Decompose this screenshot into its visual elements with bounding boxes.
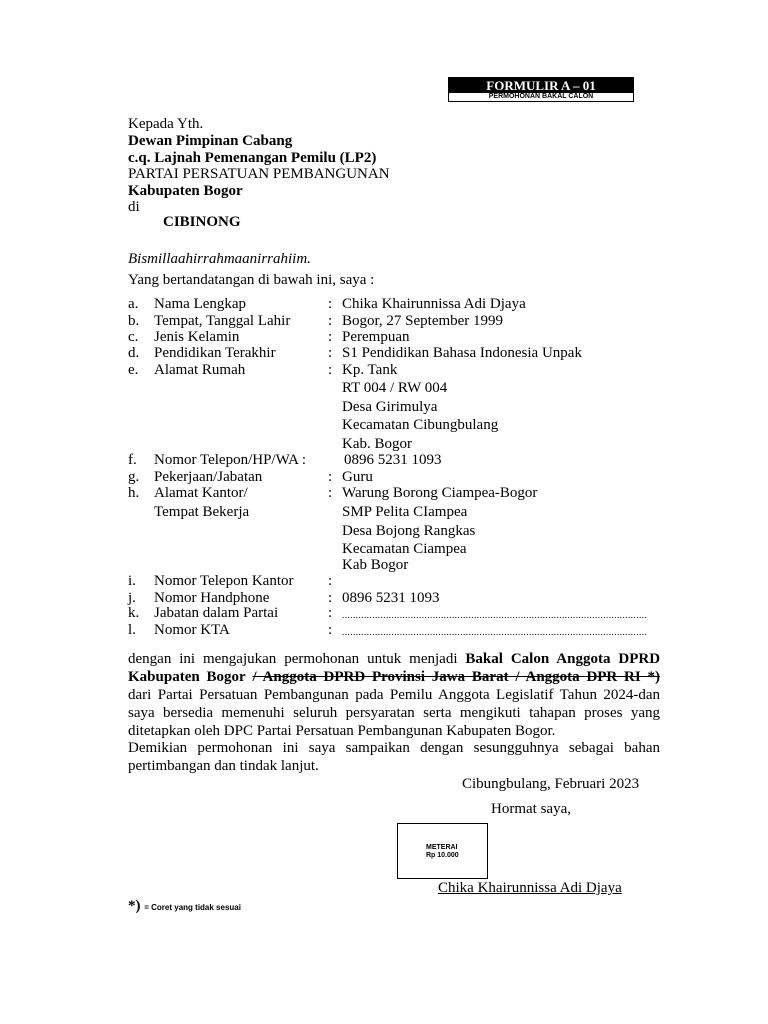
request-paragraph xyxy=(128,650,660,740)
field-letter: j. xyxy=(128,590,136,606)
office-address-line: Kab Bogor xyxy=(342,557,409,573)
field-value-birth: Bogor, 27 September 1999 xyxy=(342,313,504,329)
office-address-line: Kecamatan Ciampea xyxy=(342,541,467,557)
field-colon: : xyxy=(328,362,333,378)
field-value-phone: 0896 5231 1093 xyxy=(344,452,442,468)
address-line-3: PARTAI PERSATUAN PEMBANGUNAN xyxy=(128,166,390,182)
field-letter: c. xyxy=(128,329,139,345)
field-value-handphone: 0896 5231 1093 xyxy=(342,590,440,606)
request-line-1 xyxy=(128,650,660,668)
field-letter: g. xyxy=(128,469,140,485)
closing-paragraph xyxy=(128,739,660,775)
address-city: CIBINONG xyxy=(163,214,241,230)
address-at: di xyxy=(128,199,140,215)
request-pre: dengan ini mengajukan permohonan untuk menjadi xyxy=(128,651,458,667)
field-value-kta-number: ............................................................................................................... xyxy=(342,627,648,637)
field-letter: d. xyxy=(128,345,140,361)
field-value-gender: Perempuan xyxy=(342,329,410,345)
form-title: FORMULIR A – 01 xyxy=(449,78,633,93)
field-colon: : xyxy=(328,296,333,312)
field-label-office-phone: Nomor Telepon Kantor xyxy=(154,573,294,589)
closing-line-1: Demikian permohonan ini saya sampaikan dengan sesungguhnya sebagai bahan xyxy=(128,740,660,756)
field-label-party-position: Jabatan dalam Partai xyxy=(154,605,279,621)
address-line-4: Kabupaten Bogor xyxy=(128,183,243,199)
field-label-office-address: Alamat Kantor/ xyxy=(154,485,248,501)
field-colon: : xyxy=(328,590,333,606)
field-label-education: Pendidikan Terakhir xyxy=(154,345,276,361)
field-letter: e. xyxy=(128,362,139,378)
field-label-kta-number: Nomor KTA xyxy=(154,622,230,638)
field-letter: l. xyxy=(128,622,136,638)
field-label-gender: Jenis Kelamin xyxy=(154,329,240,345)
field-label-workplace: Tempat Bekerja xyxy=(154,504,250,520)
field-label-home-address: Alamat Rumah xyxy=(154,362,246,378)
field-colon: : xyxy=(328,345,333,361)
greeting: Bismillaahirrahmaanirrahiim. xyxy=(128,251,311,267)
field-value-education: S1 Pendidikan Bahasa Indonesia Unpak xyxy=(342,345,582,361)
request-region: Kabupaten Bogor xyxy=(128,669,246,685)
field-colon: : xyxy=(328,313,333,329)
request-line-3: dari Partai Persatuan Pembangunan pada Pemilu Anggota Legislatif Tahun 2024-dan xyxy=(128,687,660,703)
closing-line-2: pertimbangan dan tindak lanjut. xyxy=(128,758,319,774)
request-struck-options: / Anggota DPRD Provinsi Jawa Barat / Anggota DPR RI *) xyxy=(252,669,661,685)
field-colon: : xyxy=(328,573,333,589)
regards: Hormat saya, xyxy=(491,801,571,817)
footnote xyxy=(128,898,241,915)
field-colon: : xyxy=(328,485,333,501)
home-address-line: Desa Girimulya xyxy=(342,399,438,415)
field-label-occupation: Pekerjaan/Jabatan xyxy=(154,469,263,485)
form-subtitle: PERMOHONAN BAKAL CALON xyxy=(488,93,594,100)
home-address-line: Kecamatan Cibungbulang xyxy=(342,417,499,433)
request-line-4: saya bersedia memenuhi seluruh persyaratan serta mengikuti tahapan proses yang xyxy=(128,705,660,721)
stamp-box xyxy=(397,823,488,879)
field-label-birth: Tempat, Tanggal Lahir xyxy=(154,313,291,329)
field-colon: : xyxy=(328,469,333,485)
footnote-mark: *) xyxy=(128,898,141,914)
request-line-2 xyxy=(128,668,660,686)
intro-text: Yang bertandatangan di bawah ini, saya : xyxy=(128,272,375,288)
office-address-line: SMP Pelita CIampea xyxy=(342,504,468,520)
field-value-full-name: Chika Khairunnissa Adi Djaya xyxy=(342,296,526,312)
field-letter: f. xyxy=(128,452,137,468)
field-colon: : xyxy=(328,622,333,638)
field-value-office-address: Warung Borong Ciampea-Bogor xyxy=(342,485,538,501)
address-line-1: Dewan Pimpinan Cabang xyxy=(128,133,293,149)
field-label-handphone: Nomor Handphone xyxy=(154,590,270,606)
field-letter: i. xyxy=(128,573,136,589)
office-address-line: Desa Bojong Rangkas xyxy=(342,523,476,539)
field-value-party-position: ............................................................................................................... xyxy=(342,610,648,620)
field-value-home-address: Kp. Tank xyxy=(342,362,398,378)
address-line-2: c.q. Lajnah Pemenangan Pemilu (LP2) xyxy=(128,150,377,166)
form-code-box xyxy=(448,77,634,102)
field-label-full-name: Nama Lengkap xyxy=(154,296,247,312)
field-letter: b. xyxy=(128,313,140,329)
home-address-line: Kab. Bogor xyxy=(342,436,412,452)
address-to: Kepada Yth. xyxy=(128,116,204,132)
field-label-phone: Nomor Telepon/HP/WA : xyxy=(154,452,306,468)
signer-name: Chika Khairunnissa Adi Djaya xyxy=(438,880,622,896)
stamp-value: Rp 10.000 xyxy=(426,852,459,859)
field-value-occupation: Guru xyxy=(342,469,373,485)
place-date: Cibungbulang, Februari 2023 xyxy=(462,776,640,792)
request-line-5: ditetapkan oleh DPC Partai Persatuan Pembangunan Kabupaten Bogor. xyxy=(128,723,556,739)
request-position: Bakal Calon Anggota DPRD xyxy=(465,651,661,667)
footnote-text: = Coret yang tidak sesuai xyxy=(144,903,241,912)
stamp-label: METERAI xyxy=(426,844,458,851)
field-letter: k. xyxy=(128,605,140,621)
home-address-line: RT 004 / RW 004 xyxy=(342,380,448,396)
field-letter: a. xyxy=(128,296,139,312)
field-colon: : xyxy=(328,605,333,621)
field-colon: : xyxy=(328,329,333,345)
field-letter: h. xyxy=(128,485,140,501)
